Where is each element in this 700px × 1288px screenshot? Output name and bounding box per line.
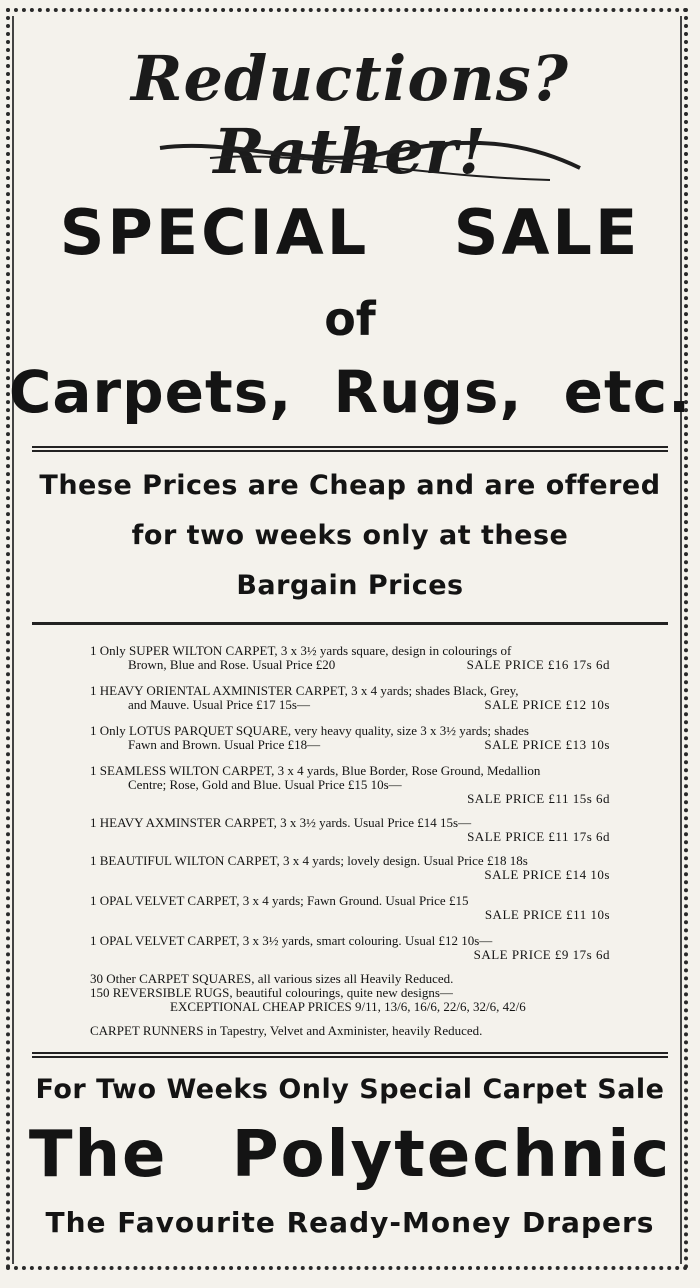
usual-price: Centre; Rose, Gold and Blue. Usual Price £15 10s—	[128, 777, 402, 792]
sale-price: SALE PRICE £12 10s	[484, 697, 610, 712]
exceptional-prices: EXCEPTIONAL CHEAP PRICES 9/11, 13/6, 16/6, 22/6, 32/6, 42/6	[170, 999, 526, 1014]
usual-price: and Mauve. Usual Price £17 15s—	[128, 697, 310, 712]
sale-price: SALE PRICE £9 17s 6d	[473, 947, 610, 962]
sale-price: SALE PRICE £16 17s 6d	[466, 657, 610, 672]
list-item	[90, 764, 610, 806]
other-squares: 30 Other CARPET SQUARES, all various sizes all Heavily Reduced.	[90, 971, 454, 986]
item-description: 1 BEAUTIFUL WILTON CARPET, 3 x 4 yards; lovely design. Usual Price £18 18s	[90, 853, 528, 868]
flourish-ornament	[150, 128, 590, 188]
of-text: of	[324, 292, 376, 346]
prices-line-2: for two weeks only at these	[131, 520, 569, 551]
usual-price: Brown, Blue and Rose. Usual Price £20	[128, 657, 336, 672]
item-description: 1 Only LOTUS PARQUET SQUARE, very heavy quality, size 3 x 3½ yards; shades	[90, 723, 529, 738]
prices-line-3: Bargain Prices	[236, 570, 464, 601]
goods-title: Carpets, Rugs, etc.	[8, 358, 692, 426]
headline: Reductions? Rather!	[130, 42, 569, 188]
item-detail	[90, 698, 610, 712]
sale-price: SALE PRICE £14 10s	[484, 867, 610, 882]
usual-price: Fawn and Brown. Usual Price £18—	[128, 737, 321, 752]
reversible-rugs: 150 REVERSIBLE RUGS, beautiful colourings, quite new designs—	[90, 985, 453, 1000]
carpet-runners	[90, 1024, 610, 1038]
footer-promo: For Two Weeks Only Special Carpet Sale	[35, 1074, 665, 1105]
sale-price: SALE PRICE £11 17s 6d	[467, 829, 610, 844]
store-tagline: The Favourite Ready-Money Drapers	[45, 1206, 655, 1239]
list-item	[90, 684, 610, 712]
sale-price: SALE PRICE £11 15s 6d	[467, 791, 610, 806]
prices-line-1: These Prices are Cheap and are offered	[39, 470, 661, 501]
item-description: 1 HEAVY ORIENTAL AXMINISTER CARPET, 3 x 4 yards; shades Black, Grey,	[90, 683, 519, 698]
item-description: 1 Only SUPER WILTON CARPET, 3 x 3½ yards square, design in colourings of	[90, 643, 512, 658]
sale-price: SALE PRICE £11 10s	[484, 907, 610, 922]
divider	[32, 622, 668, 625]
divider	[32, 446, 668, 448]
list-item	[90, 934, 610, 962]
list-item	[90, 816, 610, 844]
sale-title: SPECIAL SALE	[59, 196, 641, 269]
item-description: 1 SEAMLESS WILTON CARPET, 3 x 4 yards, Blue Border, Rose Ground, Medallion	[90, 763, 541, 778]
list-item	[90, 894, 610, 922]
list-item	[90, 854, 610, 882]
sale-price: SALE PRICE £13 10s	[484, 737, 610, 752]
list-item	[90, 644, 610, 672]
item-detail	[90, 738, 610, 752]
item-description: 1 OPAL VELVET CARPET, 3 x 3½ yards, smart colouring. Usual £12 10s—	[90, 933, 493, 948]
item-description: 1 OPAL VELVET CARPET, 3 x 4 yards; Fawn Ground. Usual Price £15	[90, 893, 469, 908]
item-detail	[90, 658, 610, 672]
divider	[32, 1052, 668, 1054]
list-item	[90, 724, 610, 752]
store-name: The Polytechnic	[28, 1118, 672, 1192]
misc-items	[90, 972, 610, 1014]
runners-text: CARPET RUNNERS in Tapestry, Velvet and Axminister, heavily Reduced.	[90, 1023, 483, 1038]
item-description: 1 HEAVY AXMINSTER CARPET, 3 x 3½ yards. Usual Price £14 15s—	[90, 815, 472, 830]
